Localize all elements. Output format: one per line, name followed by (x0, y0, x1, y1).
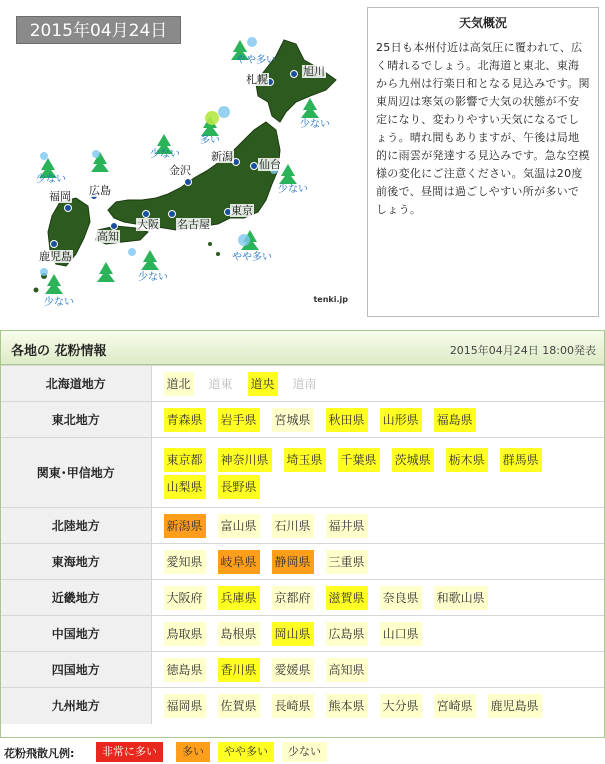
city-label-kagoshima: 鹿児島 (39, 250, 72, 263)
prefecture-link[interactable]: 山口県 (380, 622, 422, 646)
prefecture-link[interactable]: 和歌山県 (434, 586, 488, 610)
prefecture-link[interactable]: 長野県 (218, 475, 260, 499)
legend-label: 花粉飛散凡例: (4, 747, 75, 760)
hokuriku-pollen-icon (205, 111, 219, 125)
prefecture-link[interactable]: 大分県 (380, 694, 422, 718)
prefecture-link[interactable]: 京都府 (272, 586, 314, 610)
city-label-nagoya: 名古屋 (177, 218, 210, 231)
prefecture-link[interactable]: 熊本県 (326, 694, 368, 718)
region-prefectures (151, 580, 604, 616)
legend-mid: やや多い (218, 742, 274, 762)
japan-map (4, 4, 360, 316)
prefecture-link[interactable]: 大阪府 (164, 586, 206, 610)
prefecture-link[interactable]: 道央 (248, 372, 278, 396)
region-name: 東海地方 (1, 544, 151, 580)
summary-title: 天気概況 (458, 16, 507, 30)
pollen-published: 2015年04月24日 18:00発表 (449, 344, 596, 357)
prefecture-link[interactable]: 鳥取県 (164, 622, 206, 646)
prefecture-link[interactable]: 香川県 (218, 658, 260, 682)
legend-very-high: 非常に多い (96, 742, 163, 762)
prefecture-link[interactable]: 滋賀県 (326, 586, 368, 610)
prefecture-link[interactable]: 徳島県 (164, 658, 206, 682)
prefecture-link[interactable]: 長崎県 (272, 694, 314, 718)
city-label-niigata: 新潟 (211, 150, 233, 163)
region-row (1, 688, 604, 724)
prefecture-link[interactable]: 道北 (164, 372, 194, 396)
city-label-hiroshima: 広島 (89, 184, 111, 197)
city-label-kanazawa: 金沢 (169, 164, 191, 177)
region-prefectures (151, 508, 604, 544)
region-name: 中国地方 (1, 616, 151, 652)
level-label-chugoku: 少ない (150, 149, 180, 160)
city-label-kochi: 高知 (97, 230, 119, 243)
legend-low: 少ない (282, 742, 327, 762)
region-row (1, 580, 604, 616)
pollen-info-panel (0, 330, 605, 738)
region-prefectures (151, 616, 604, 652)
prefecture-link[interactable]: 石川県 (272, 514, 314, 538)
prefecture-link[interactable]: 東京都 (164, 448, 206, 472)
pollen-header (1, 331, 604, 365)
city-label-fukuoka: 福岡 (49, 190, 71, 203)
pollen-table (1, 365, 604, 724)
region-prefectures (151, 366, 604, 402)
prefecture-link[interactable]: 愛知県 (164, 550, 206, 574)
forecast-section (0, 0, 605, 322)
prefecture-link[interactable]: 岡山県 (272, 622, 314, 646)
pollen-title: 各地の 花粉情報 (11, 344, 107, 359)
region-name: 東北地方 (1, 402, 151, 438)
region-prefectures (151, 652, 604, 688)
region-name: 近畿地方 (1, 580, 151, 616)
level-label-hokuriku: 多い (200, 135, 220, 146)
honshu-shape (108, 122, 280, 230)
region-row (1, 652, 604, 688)
prefecture-link[interactable]: 山形県 (380, 408, 422, 432)
prefecture-link[interactable]: 宮城県 (272, 408, 314, 432)
prefecture-link[interactable]: 栃木県 (446, 448, 488, 472)
prefecture-link[interactable]: 新潟県 (164, 514, 206, 538)
level-label-kyushu-south: 少ない (44, 297, 74, 308)
prefecture-link[interactable]: 道東 (208, 377, 233, 391)
prefecture-link[interactable]: 富山県 (218, 514, 260, 538)
region-name: 北陸地方 (1, 508, 151, 544)
prefecture-link[interactable]: 奈良県 (380, 586, 422, 610)
summary-body: 25日も本州付近は高気圧に覆われて、広く晴れるでしょう。北海道と東北、東海から九州は行楽日和となる見込みです。関東周辺は寒気の影響で大気の状態が不安定になり、変わりやすい天気になるでしょう。晴れ間もありますが、午後は局地的に雨雲が発達する見込みです。急な空模様の変化にご注意ください。気温は20度前後で、昼間は過ごしやすい所が多いでしょう。 (376, 41, 590, 216)
region-row (1, 402, 604, 438)
level-label-kyushu-north: 少ない (36, 174, 66, 185)
region-row (1, 438, 604, 508)
prefecture-link[interactable]: 愛媛県 (272, 658, 314, 682)
map-date: 2015年04月24日 (16, 16, 181, 44)
pollen-legend (0, 740, 605, 764)
city-label-asahikawa: 旭川 (303, 65, 325, 78)
prefecture-link[interactable]: 群馬県 (500, 448, 542, 472)
prefecture-link[interactable]: 道南 (292, 377, 317, 391)
prefecture-link[interactable]: 鹿児島県 (488, 694, 542, 718)
region-row (1, 366, 604, 402)
region-name: 九州地方 (1, 688, 151, 724)
city-label-sendai: 仙台 (259, 158, 281, 171)
legend-high: 多い (176, 742, 210, 762)
prefecture-link[interactable]: 島根県 (218, 622, 260, 646)
prefecture-link[interactable]: 高知県 (326, 658, 368, 682)
region-prefectures (151, 438, 604, 508)
prefecture-link[interactable]: 静岡県 (272, 550, 314, 574)
level-label-hokkaido: やや多い (236, 55, 276, 66)
region-name: 四国地方 (1, 652, 151, 688)
region-row (1, 544, 604, 580)
prefecture-link[interactable]: 宮崎県 (434, 694, 476, 718)
prefecture-link[interactable]: 福岡県 (164, 694, 206, 718)
region-prefectures (151, 402, 604, 438)
prefecture-link[interactable]: 神奈川県 (218, 448, 272, 472)
level-label-shikoku: 少ない (138, 272, 168, 283)
prefecture-link[interactable]: 山梨県 (164, 475, 206, 499)
level-label-kanto: やや多い (232, 252, 272, 263)
prefecture-link[interactable]: 岐阜県 (218, 550, 260, 574)
city-label-tokyo: 東京 (231, 204, 253, 217)
level-label-tohoku-north: 少ない (300, 119, 330, 130)
weather-summary (367, 7, 599, 317)
map-credit: tenki.jp (313, 295, 348, 304)
prefecture-link[interactable]: 福井県 (326, 514, 368, 538)
prefecture-link[interactable]: 秋田県 (326, 408, 368, 432)
region-row (1, 508, 604, 544)
prefecture-link[interactable]: 青森県 (164, 408, 206, 432)
prefecture-link[interactable]: 埼玉県 (284, 448, 326, 472)
prefecture-link[interactable]: 千葉県 (338, 448, 380, 472)
level-label-tohoku-east: 少ない (278, 184, 308, 195)
prefecture-link[interactable]: 福島県 (434, 408, 476, 432)
prefecture-link[interactable]: 広島県 (326, 622, 368, 646)
prefecture-link[interactable]: 佐賀県 (218, 694, 260, 718)
prefecture-link[interactable]: 岩手県 (218, 408, 260, 432)
city-label-sapporo: 札幌 (246, 73, 268, 86)
prefecture-link[interactable]: 茨城県 (392, 448, 434, 472)
region-row (1, 616, 604, 652)
pollen-map (4, 4, 360, 316)
prefecture-link[interactable]: 兵庫県 (218, 586, 260, 610)
prefecture-link[interactable]: 三重県 (326, 550, 368, 574)
region-name: 関東･甲信地方 (1, 438, 151, 508)
region-prefectures (151, 544, 604, 580)
city-label-osaka: 大阪 (137, 218, 159, 231)
region-prefectures (151, 688, 604, 724)
region-name: 北海道地方 (1, 366, 151, 402)
